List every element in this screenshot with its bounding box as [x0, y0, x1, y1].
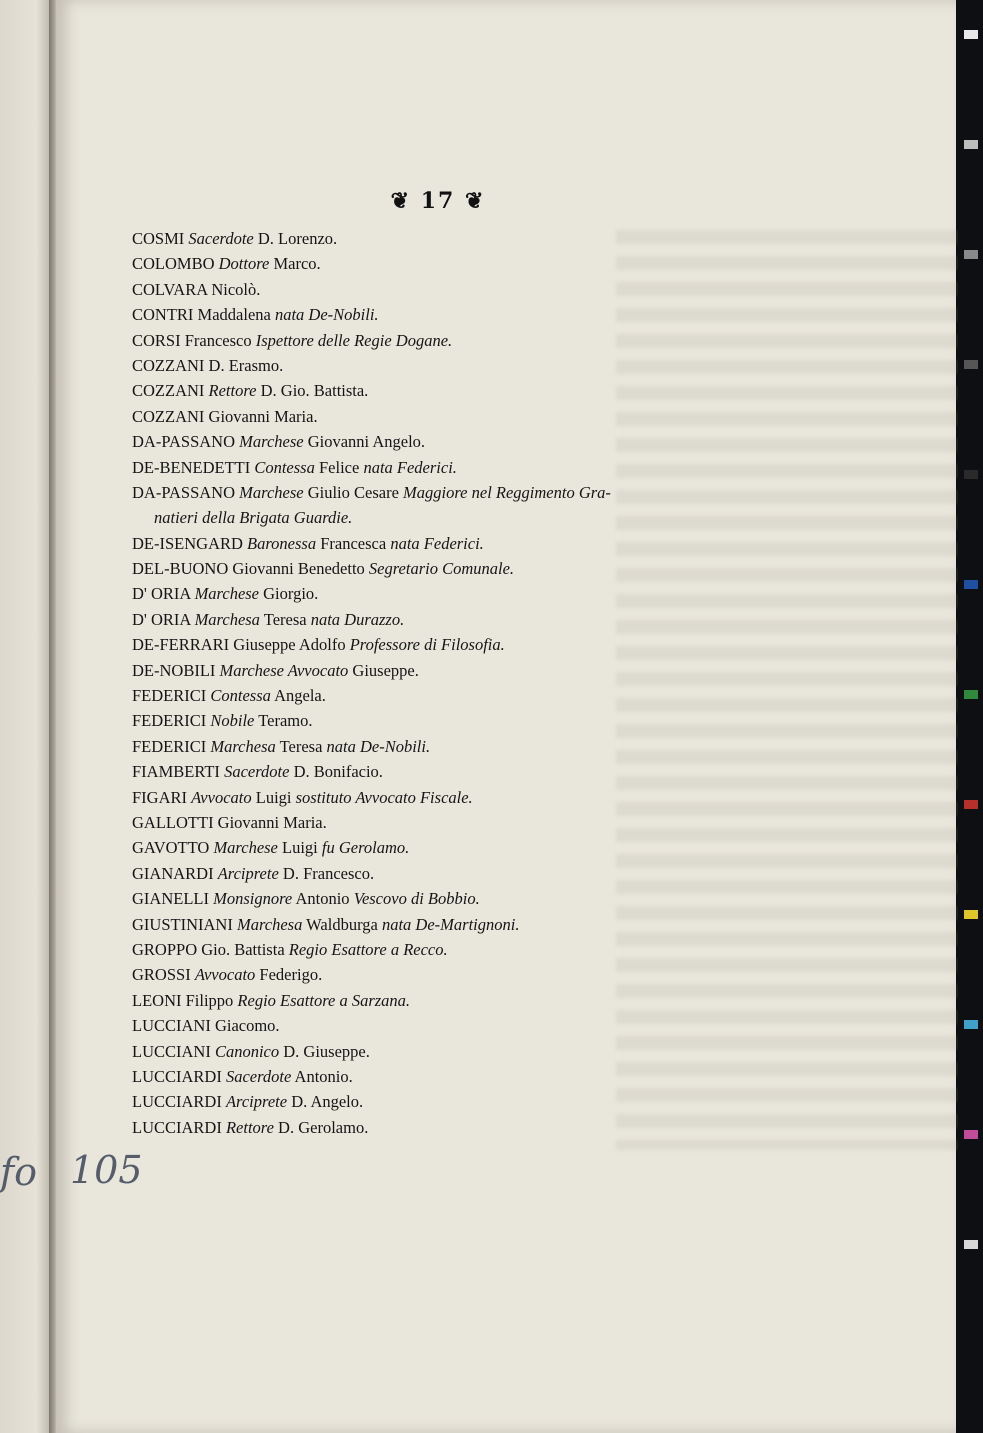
entry-text: COZZANI D. Erasmo. [132, 355, 284, 375]
entry-title-italic: Contessa [210, 686, 271, 706]
entry-title-italic: Vescovo di Bobbio. [353, 889, 480, 909]
list-item [132, 708, 732, 733]
list-item [132, 810, 732, 835]
entry-title-italic: Marchese [194, 584, 260, 604]
entry-title-italic: Avvocato [191, 787, 252, 807]
entry-title-italic: Marchese [213, 838, 278, 858]
entry-text: Giovanni Angelo. [303, 432, 426, 452]
entry-text: GALLOTTI Giovanni Maria. [132, 812, 327, 832]
entry-text: GAVOTTO [132, 838, 214, 858]
entry-title-italic: nata Federici. [363, 457, 457, 477]
entry-text: GIANELLI [132, 889, 214, 909]
entry-text: LUCCIANI Giacomo. [132, 1016, 280, 1036]
calibration-patch [964, 30, 978, 39]
calibration-patch [964, 690, 978, 699]
list-item [132, 861, 732, 886]
calibration-patch [964, 910, 978, 919]
entry-text: Luigi [277, 838, 322, 858]
calibration-patch [964, 580, 978, 589]
entry-text: DE-ISENGARD [132, 533, 248, 553]
entry-text: DEL-BUONO Giovanni Benedetto [132, 559, 369, 579]
entry-text: DA-PASSANO [132, 432, 240, 452]
list-item [132, 1013, 732, 1038]
entry-title-italic: Contessa [254, 457, 315, 477]
entry-title-italic: sostituto Avvocato Fiscale. [295, 787, 473, 807]
list-item [132, 531, 732, 556]
entry-text: Felice [314, 457, 364, 477]
entry-text: GIANARDI [132, 863, 218, 883]
entry-title-italic: Nobile [210, 711, 255, 731]
entry-title-italic: nata De-Martignoni. [381, 914, 520, 934]
entry-title-italic: fu Gerolamo. [321, 838, 410, 858]
list-item [132, 759, 732, 784]
list-item [132, 480, 732, 505]
entry-text: FIGARI [132, 787, 192, 807]
entry-text: DE-BENEDETTI [132, 457, 255, 477]
pencil-note-left: fo [0, 1150, 37, 1194]
calibration-patch [964, 1020, 978, 1029]
entry-title-italic: Dottore [218, 254, 270, 274]
entry-text: LUCCIARDI [132, 1066, 226, 1086]
calibration-patch [964, 800, 978, 809]
calibration-patch [964, 250, 978, 259]
entry-title-italic: nata Durazzo. [310, 609, 405, 629]
list-item-continuation [132, 505, 732, 530]
entry-text: D' ORIA [132, 609, 195, 629]
entry-text: GIUSTINIANI [132, 914, 237, 934]
list-item [132, 328, 732, 353]
entry-title-italic: Professore di Filosofia. [349, 635, 505, 655]
entry-title-italic: nata De-Nobili. [326, 736, 431, 756]
entry-text: FEDERICI [132, 711, 211, 731]
entry-text: GROSSI [132, 965, 195, 985]
list-item [132, 734, 732, 759]
entry-title-italic: Regio Esattore a Recco. [288, 939, 448, 959]
list-item [132, 277, 732, 302]
list-item [132, 556, 732, 581]
entry-text: GROPPO Gio. Battista [132, 939, 289, 959]
calibration-patch [964, 360, 978, 369]
list-item [132, 886, 732, 911]
list-item [132, 353, 732, 378]
list-item [132, 455, 732, 480]
calibration-patch [964, 470, 978, 479]
list-item [132, 988, 732, 1013]
entry-title-italic: Ispettore delle Regie Dogane. [255, 330, 453, 350]
entry-title-italic: Rettore [225, 1117, 274, 1137]
entry-title-italic: Sacerdote [225, 1066, 292, 1086]
entry-title-italic: Regio Esattore a Sarzana. [237, 990, 411, 1010]
entry-title-italic: Marchese [239, 482, 304, 502]
ornament-left-icon: ❦ [390, 188, 421, 214]
entry-text: DA-PASSANO [132, 482, 240, 502]
entry-title-italic: Segretario Comunale. [368, 559, 515, 579]
entry-text: Federigo. [255, 965, 323, 985]
list-item [132, 378, 732, 403]
list-item [132, 607, 732, 632]
entry-title-italic: nata Federici. [390, 533, 484, 553]
entry-text: Antonio [292, 889, 354, 909]
calibration-strip [958, 0, 983, 1433]
page-number [388, 188, 488, 214]
entry-text: CORSI Francesco [132, 330, 256, 350]
list-item [132, 429, 732, 454]
list-item [132, 785, 732, 810]
entry-text: LUCCIARDI [132, 1092, 226, 1112]
calibration-patch [964, 1240, 978, 1249]
entry-text: FIAMBERTI [132, 762, 225, 782]
subscriber-list [132, 226, 732, 1140]
entry-text: Teresa [259, 609, 311, 629]
entry-title-italic: Sacerdote [188, 229, 254, 248]
entry-title-italic: nata De-Nobili. [274, 305, 379, 325]
entry-text: COZZANI [132, 381, 209, 401]
entry-text: COZZANI Giovanni Maria. [132, 406, 318, 426]
entry-text: Francesca [316, 533, 391, 553]
page-number-value: 17 [420, 188, 456, 214]
list-item [132, 1089, 732, 1114]
entry-text: D. Angelo. [287, 1092, 364, 1112]
entry-text: DE-NOBILI [132, 660, 220, 680]
list-item [132, 302, 732, 327]
list-item [132, 632, 732, 657]
entry-title-italic: Marchesa [210, 736, 276, 756]
entry-text: Marco. [269, 254, 321, 274]
entry-title-italic: Avvocato [194, 965, 256, 985]
entry-title-italic: natieri della Brigata Guardie. [154, 508, 353, 528]
entry-title-italic: Baronessa [247, 533, 317, 553]
list-item [132, 581, 732, 606]
entry-text: Luigi [251, 787, 296, 807]
entry-text: LUCCIANI [132, 1041, 215, 1061]
entry-title-italic: Marchese Avvocato [219, 660, 349, 680]
entry-title-italic: Canonico [214, 1041, 280, 1061]
entry-text: Waldburga [302, 914, 382, 934]
entry-text: Angela. [270, 686, 326, 706]
list-item [132, 251, 732, 276]
entry-text: Antonio. [291, 1066, 353, 1086]
entry-title-italic: Maggiore nel Reggimento Gra- [403, 482, 611, 502]
entry-text: D. Lorenzo. [253, 229, 338, 248]
entry-text: DE-FERRARI Giuseppe Adolfo [132, 635, 350, 655]
entry-text: COSMI [132, 229, 189, 248]
entry-title-italic: Arciprete [225, 1092, 288, 1112]
entry-text: D. Gio. Battista. [256, 381, 369, 401]
entry-text: LUCCIARDI [132, 1117, 226, 1137]
entry-text: Giorgio. [259, 584, 319, 604]
calibration-patch [964, 1130, 978, 1139]
entry-title-italic: Arciprete [217, 863, 279, 883]
entry-text: D. Francesco. [278, 863, 375, 883]
entry-text: Teramo. [254, 711, 313, 731]
list-item [132, 962, 732, 987]
list-item [132, 1115, 732, 1140]
entry-title-italic: Marchesa [194, 609, 260, 629]
entry-title-italic: Monsignore [213, 889, 293, 909]
list-item [132, 683, 732, 708]
entry-text: COLVARA Nicolò. [132, 279, 261, 299]
entry-text: FEDERICI [132, 736, 211, 756]
entry-text: D. Bonifacio. [289, 762, 383, 782]
entry-text: COLOMBO [132, 254, 219, 274]
list-item [132, 226, 732, 251]
ornament-right-icon: ❦ [455, 188, 486, 214]
list-item [132, 912, 732, 937]
calibration-patch [964, 140, 978, 149]
entry-title-italic: Marchesa [236, 914, 303, 934]
entry-text: D. Giuseppe. [279, 1041, 370, 1061]
list-item [132, 937, 732, 962]
entry-text: Teresa [275, 736, 327, 756]
list-item [132, 1039, 732, 1064]
entry-text: LEONI Filippo [132, 990, 238, 1010]
entry-text: CONTRI Maddalena [132, 305, 275, 325]
entry-text: FEDERICI [132, 686, 211, 706]
entry-title-italic: Rettore [208, 381, 257, 401]
facing-page-edge [0, 0, 52, 1433]
pencil-folio-number: 105 [70, 1148, 143, 1192]
list-item [132, 1064, 732, 1089]
entry-text: Giuseppe. [348, 660, 419, 680]
entry-text: D' ORIA [132, 584, 195, 604]
list-item [132, 404, 732, 429]
list-item [132, 835, 732, 860]
list-item [132, 658, 732, 683]
entry-text: Giulio Cesare [303, 482, 404, 502]
entry-title-italic: Marchese [239, 432, 304, 452]
entry-title-italic: Sacerdote [224, 762, 290, 782]
entry-text: D. Gerolamo. [273, 1117, 369, 1137]
